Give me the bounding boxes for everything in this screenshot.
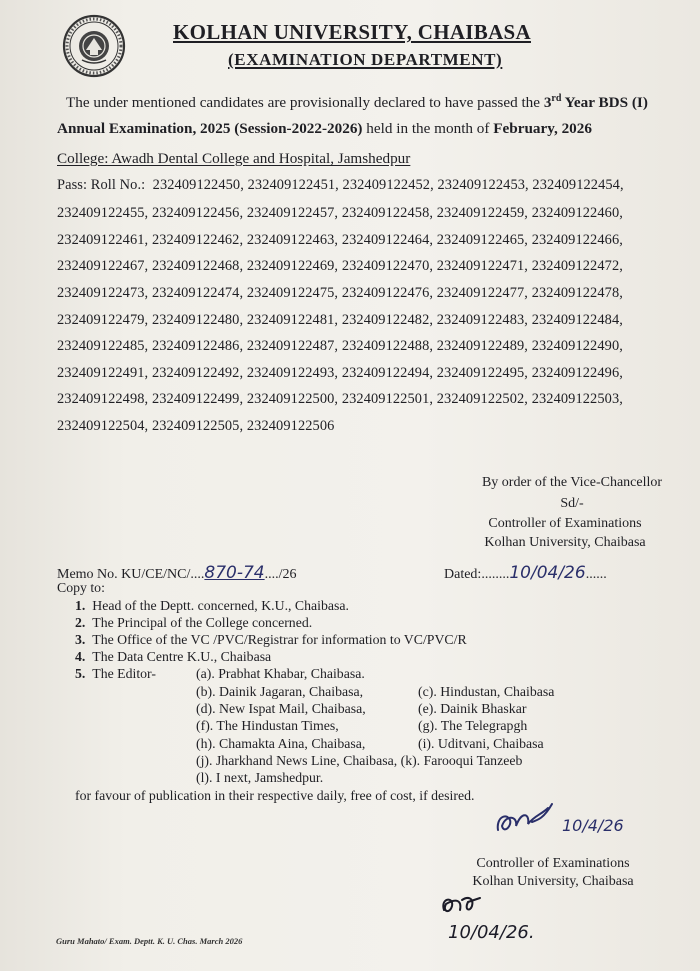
editor-item: (e). Dainik Bhaskar: [418, 701, 527, 716]
roll-list-line: 232409122479, 232409122480, 232409122481, 232409122482, 232409122483, 232409122484,: [57, 312, 623, 328]
roll-list-line: 232409122491, 232409122492, 232409122493, 232409122494, 232409122495, 232409122496,: [57, 365, 623, 381]
copy-item: 2. The Principal of the College concerned.: [75, 615, 313, 630]
roll-list-line: 232409122473, 232409122474, 232409122475, 232409122476, 232409122477, 232409122478,: [57, 285, 623, 301]
notice-line-1: The under mentioned candidates are provisionally declared to have passed the 3rd Year BDS (I): [66, 93, 648, 112]
publication-note: for favour of publication in their respective daily, free of cost, if desired.: [75, 788, 475, 803]
editor-item: (i). Uditvani, Chaibasa: [418, 736, 544, 751]
roll-list-line: [57, 177, 624, 194]
copy-item: 4. The Data Centre K.U., Chaibasa: [75, 649, 272, 664]
roll-list-line: 232409122455, 232409122456, 232409122457, 232409122458, 232409122459, 232409122460,: [57, 205, 623, 221]
memo-handwritten-date: 10/04/26: [509, 563, 586, 583]
footer-note: Guru Mahato/ Exam. Deptt. K. U. Chas. March 2026: [56, 936, 243, 946]
copy-item: 1. Head of the Deptt. concerned, K.U., Chaibasa.: [75, 598, 349, 613]
copy-item: 5. The Editor-: [75, 666, 156, 681]
editor-item: (g). The Telegrapgh: [418, 718, 528, 733]
pass-label: Pass: Roll No.:: [57, 177, 146, 193]
college-name: College: Awadh Dental College and Hospital, Jamshedpur: [57, 150, 411, 167]
initials-date: 10/04/26.: [448, 922, 535, 943]
controller-university: Kolhan University, Chaibasa: [484, 535, 646, 550]
memo-number: Memo No. KU/CE/NC/....870-74..../26: [57, 563, 297, 583]
bottom-controller-designation: Controller of Examinations: [476, 856, 630, 871]
roll-list-line: 232409122485, 232409122486, 232409122487, 232409122488, 232409122489, 232409122490,: [57, 338, 623, 354]
bottom-controller-university: Kolhan University, Chaibasa: [472, 874, 634, 889]
initials-scribble-icon: [436, 892, 486, 920]
copy-item: 3. The Office of the VC /PVC/Registrar for information to VC/PVC/R: [75, 632, 467, 647]
roll-list-line: 232409122504, 232409122505, 232409122506: [57, 418, 335, 434]
roll-numbers: 232409122450, 232409122451, 232409122452, 232409122453, 232409122454,: [152, 177, 624, 193]
signature-date: 10/4/26: [562, 816, 624, 835]
editor-item: (j). Jharkhand News Line, Chaibasa, (k). Farooqui Tanzeeb: [196, 753, 523, 768]
editor-item: (h). Chamakta Aina, Chaibasa,: [196, 736, 366, 751]
memo-dated: Dated:........10/04/26......: [444, 563, 607, 583]
editor-item: (f). The Hindustan Times,: [196, 718, 339, 733]
signature-scribble-icon: [492, 800, 562, 845]
roll-list-line: 232409122498, 232409122499, 232409122500, 232409122501, 232409122502, 232409122503,: [57, 391, 623, 407]
memo-handwritten-number: 870-74: [204, 563, 265, 583]
roll-list-line: 232409122461, 232409122462, 232409122463, 232409122464, 232409122465, 232409122466,: [57, 232, 623, 248]
editor-item: (a). Prabhat Khabar, Chaibasa.: [196, 666, 365, 681]
sd-mark: Sd/-: [560, 496, 584, 511]
editor-item: (c). Hindustan, Chaibasa: [418, 684, 555, 699]
copy-to-label: Copy to:: [57, 580, 105, 595]
university-title: KOLHAN UNIVERSITY, CHAIBASA: [173, 20, 531, 44]
department-subtitle: (EXAMINATION DEPARTMENT): [228, 50, 503, 69]
controller-designation: Controller of Examinations: [488, 516, 642, 531]
notice-line-2: Annual Examination, 2025 (Session-2022-2026) held in the month of February, 2026: [57, 120, 592, 137]
vc-order-line: By order of the Vice-Chancellor: [481, 475, 663, 490]
editor-item: (d). New Ispat Mail, Chaibasa,: [196, 701, 366, 716]
university-seal-icon: [62, 14, 126, 78]
roll-list-line: 232409122467, 232409122468, 232409122469, 232409122470, 232409122471, 232409122472,: [57, 258, 623, 274]
editor-item: (b). Dainik Jagaran, Chaibasa,: [196, 684, 364, 699]
editor-item: (l). I next, Jamshedpur.: [196, 770, 324, 785]
